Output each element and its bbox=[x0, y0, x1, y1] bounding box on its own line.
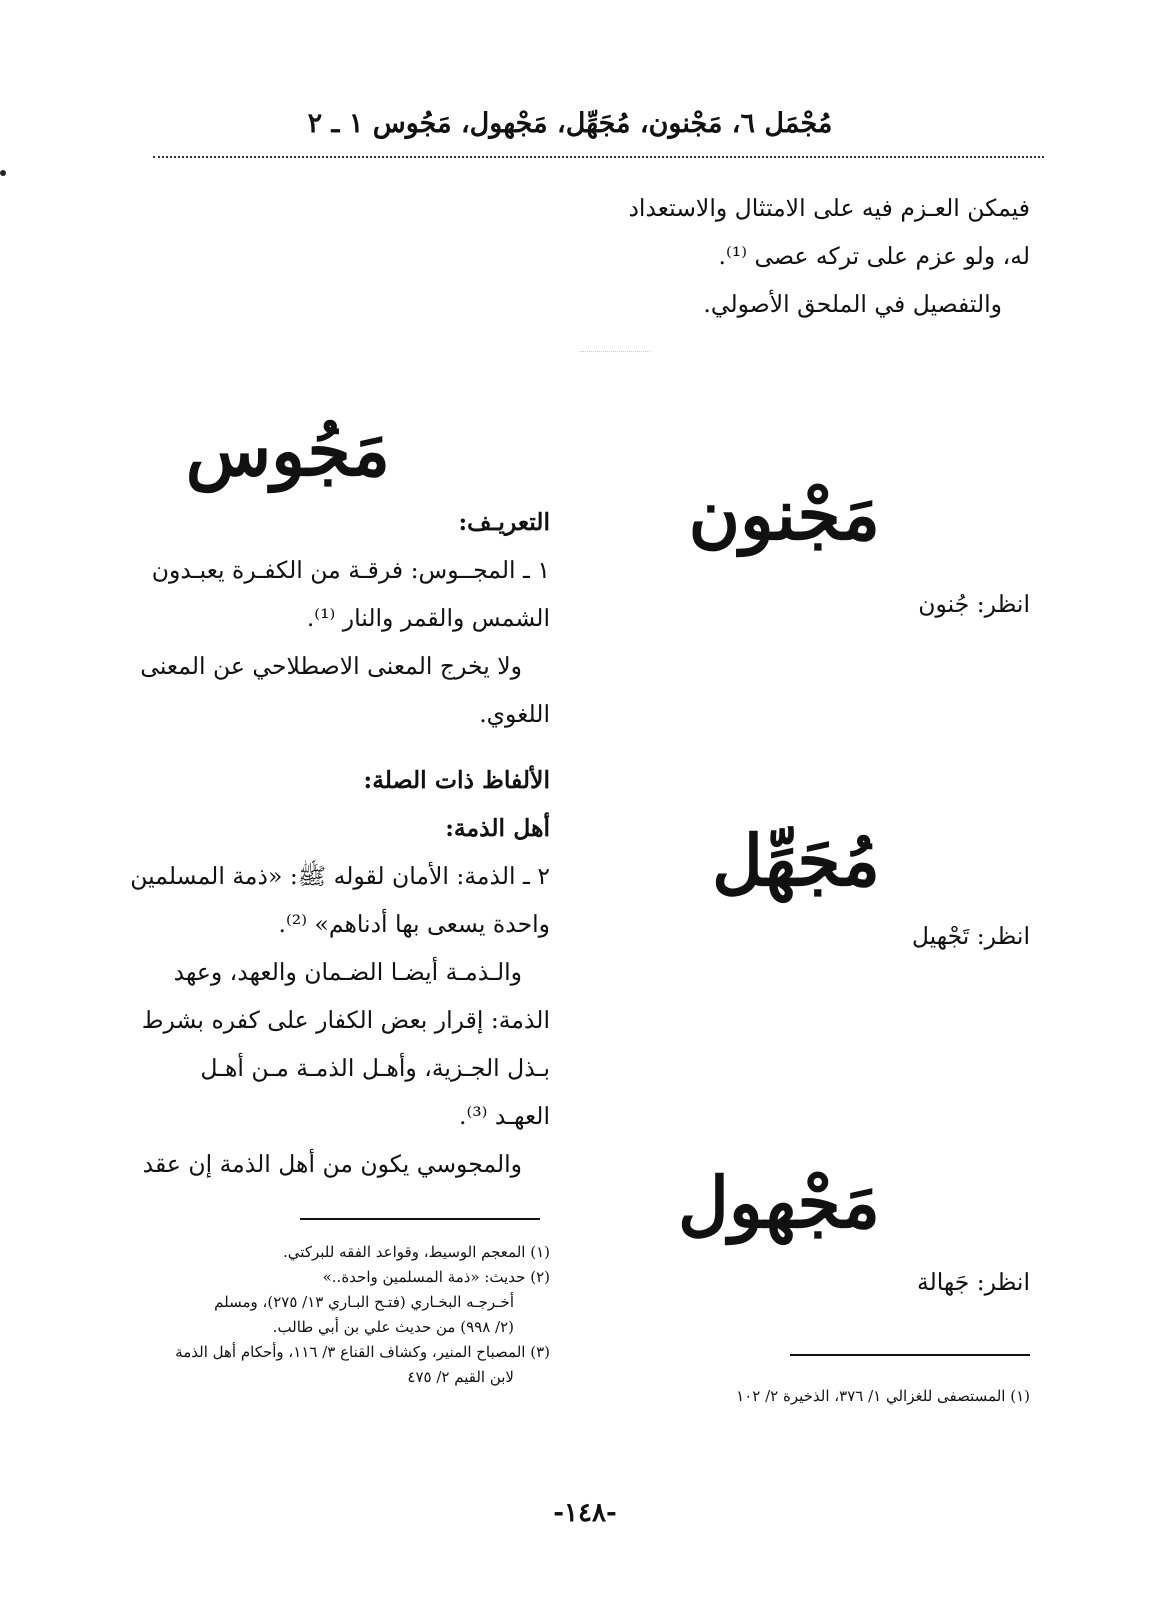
see-also-tajhil: انظر: تَجْهيل bbox=[911, 922, 1030, 950]
left-footnote-2: (٢) حديث: «ذمة المسلمين واحدة..» bbox=[322, 1268, 550, 1286]
scan-mark bbox=[0, 170, 6, 176]
body-line: العهـد ⁽³⁾. bbox=[459, 1102, 550, 1130]
body-line: ١ ـ المجــوس: فرقـة من الكفـرة يعبـدون bbox=[151, 556, 550, 584]
see-also-jahala: انظر: جَهالة bbox=[917, 1268, 1030, 1296]
intro-line-3: والتفصيل في الملحق الأصولي. bbox=[703, 290, 1002, 318]
left-footnote-3-cont: لابن القيم ٢/ ٤٧٥ bbox=[407, 1368, 514, 1386]
left-footnote-3: (٣) المصباح المنير، وكشاف القناع ٣/ ١١٦، وأحكام أهل الذمة bbox=[175, 1343, 550, 1361]
left-footnote-2-cont: (٢/ ٩٩٨) من حديث علي بن أبي طالب. bbox=[272, 1318, 514, 1336]
intro-line-1: فيمكن العـزم فيه على الامتثال والاستعداد bbox=[628, 194, 1030, 222]
body-line: واحدة يسعى بها أدناهم» ⁽²⁾. bbox=[278, 910, 550, 938]
header-dotted-rule bbox=[153, 156, 1044, 158]
page-number: -١٤٨- bbox=[553, 1498, 617, 1528]
entry-title-majhul: مَجْهول bbox=[678, 1161, 880, 1244]
right-footnote-1: (١) المستصفى للغزالي ١/ ٣٧٦، الذخيرة ٢/ ١٠٢ bbox=[736, 1387, 1030, 1405]
scan-speckle bbox=[580, 351, 650, 352]
body-line: ولا يخرج المعنى الاصطلاحي عن المعنى bbox=[140, 652, 522, 680]
running-header: مُجْمَل ٦، مَجْنون، مُجَهِّل، مَجْهول، مَجُوس ١ ـ ٢ bbox=[307, 108, 833, 139]
body-line: اللغوي. bbox=[479, 700, 550, 728]
body-line: الذمة: إقرار بعض الكفار على كفره بشرط bbox=[141, 1006, 550, 1034]
entry-title-majus: مَجُوس bbox=[185, 409, 390, 492]
body-line: ٢ ـ الذمة: الأمان لقوله ﷺ: «ذمة المسلمين bbox=[130, 862, 550, 890]
section-heading-definition: التعريـف: bbox=[458, 508, 550, 536]
body-line: والـذمـة أيضـا الضـمان والعهد، وعهد bbox=[173, 958, 522, 986]
see-also-junun: انظر: جُنون bbox=[918, 590, 1030, 618]
section-heading-related-terms: الألفاظ ذات الصلة: bbox=[363, 766, 550, 794]
intro-line-2: له، ولو عزم على تركه عصى ⁽¹⁾. bbox=[718, 242, 1030, 270]
body-line: والمجوسي يكون من أهل الذمة إن عقد bbox=[142, 1150, 522, 1178]
left-footnote-rule bbox=[300, 1218, 540, 1220]
right-footnote-rule bbox=[790, 1354, 1030, 1356]
body-line: بـذل الجـزية، وأهـل الذمـة مـن أهـل bbox=[200, 1054, 550, 1082]
left-footnote-2-cont: أخـرجـه البخـاري (فتـح البـاري ١٣/ ٢٧٥)، ومسلم bbox=[214, 1293, 514, 1311]
entry-title-majnun: مَجْنون bbox=[688, 473, 880, 556]
body-line: الشمس والقمر والنار ⁽¹⁾. bbox=[306, 604, 550, 632]
subheading-ahl-al-dhimma: أهل الذمة: bbox=[445, 814, 550, 842]
left-footnote-1: (١) المعجم الوسيط، وقواعد الفقه للبركتي. bbox=[283, 1243, 550, 1261]
entry-title-mujahhil: مُجَهِّل bbox=[712, 819, 880, 902]
